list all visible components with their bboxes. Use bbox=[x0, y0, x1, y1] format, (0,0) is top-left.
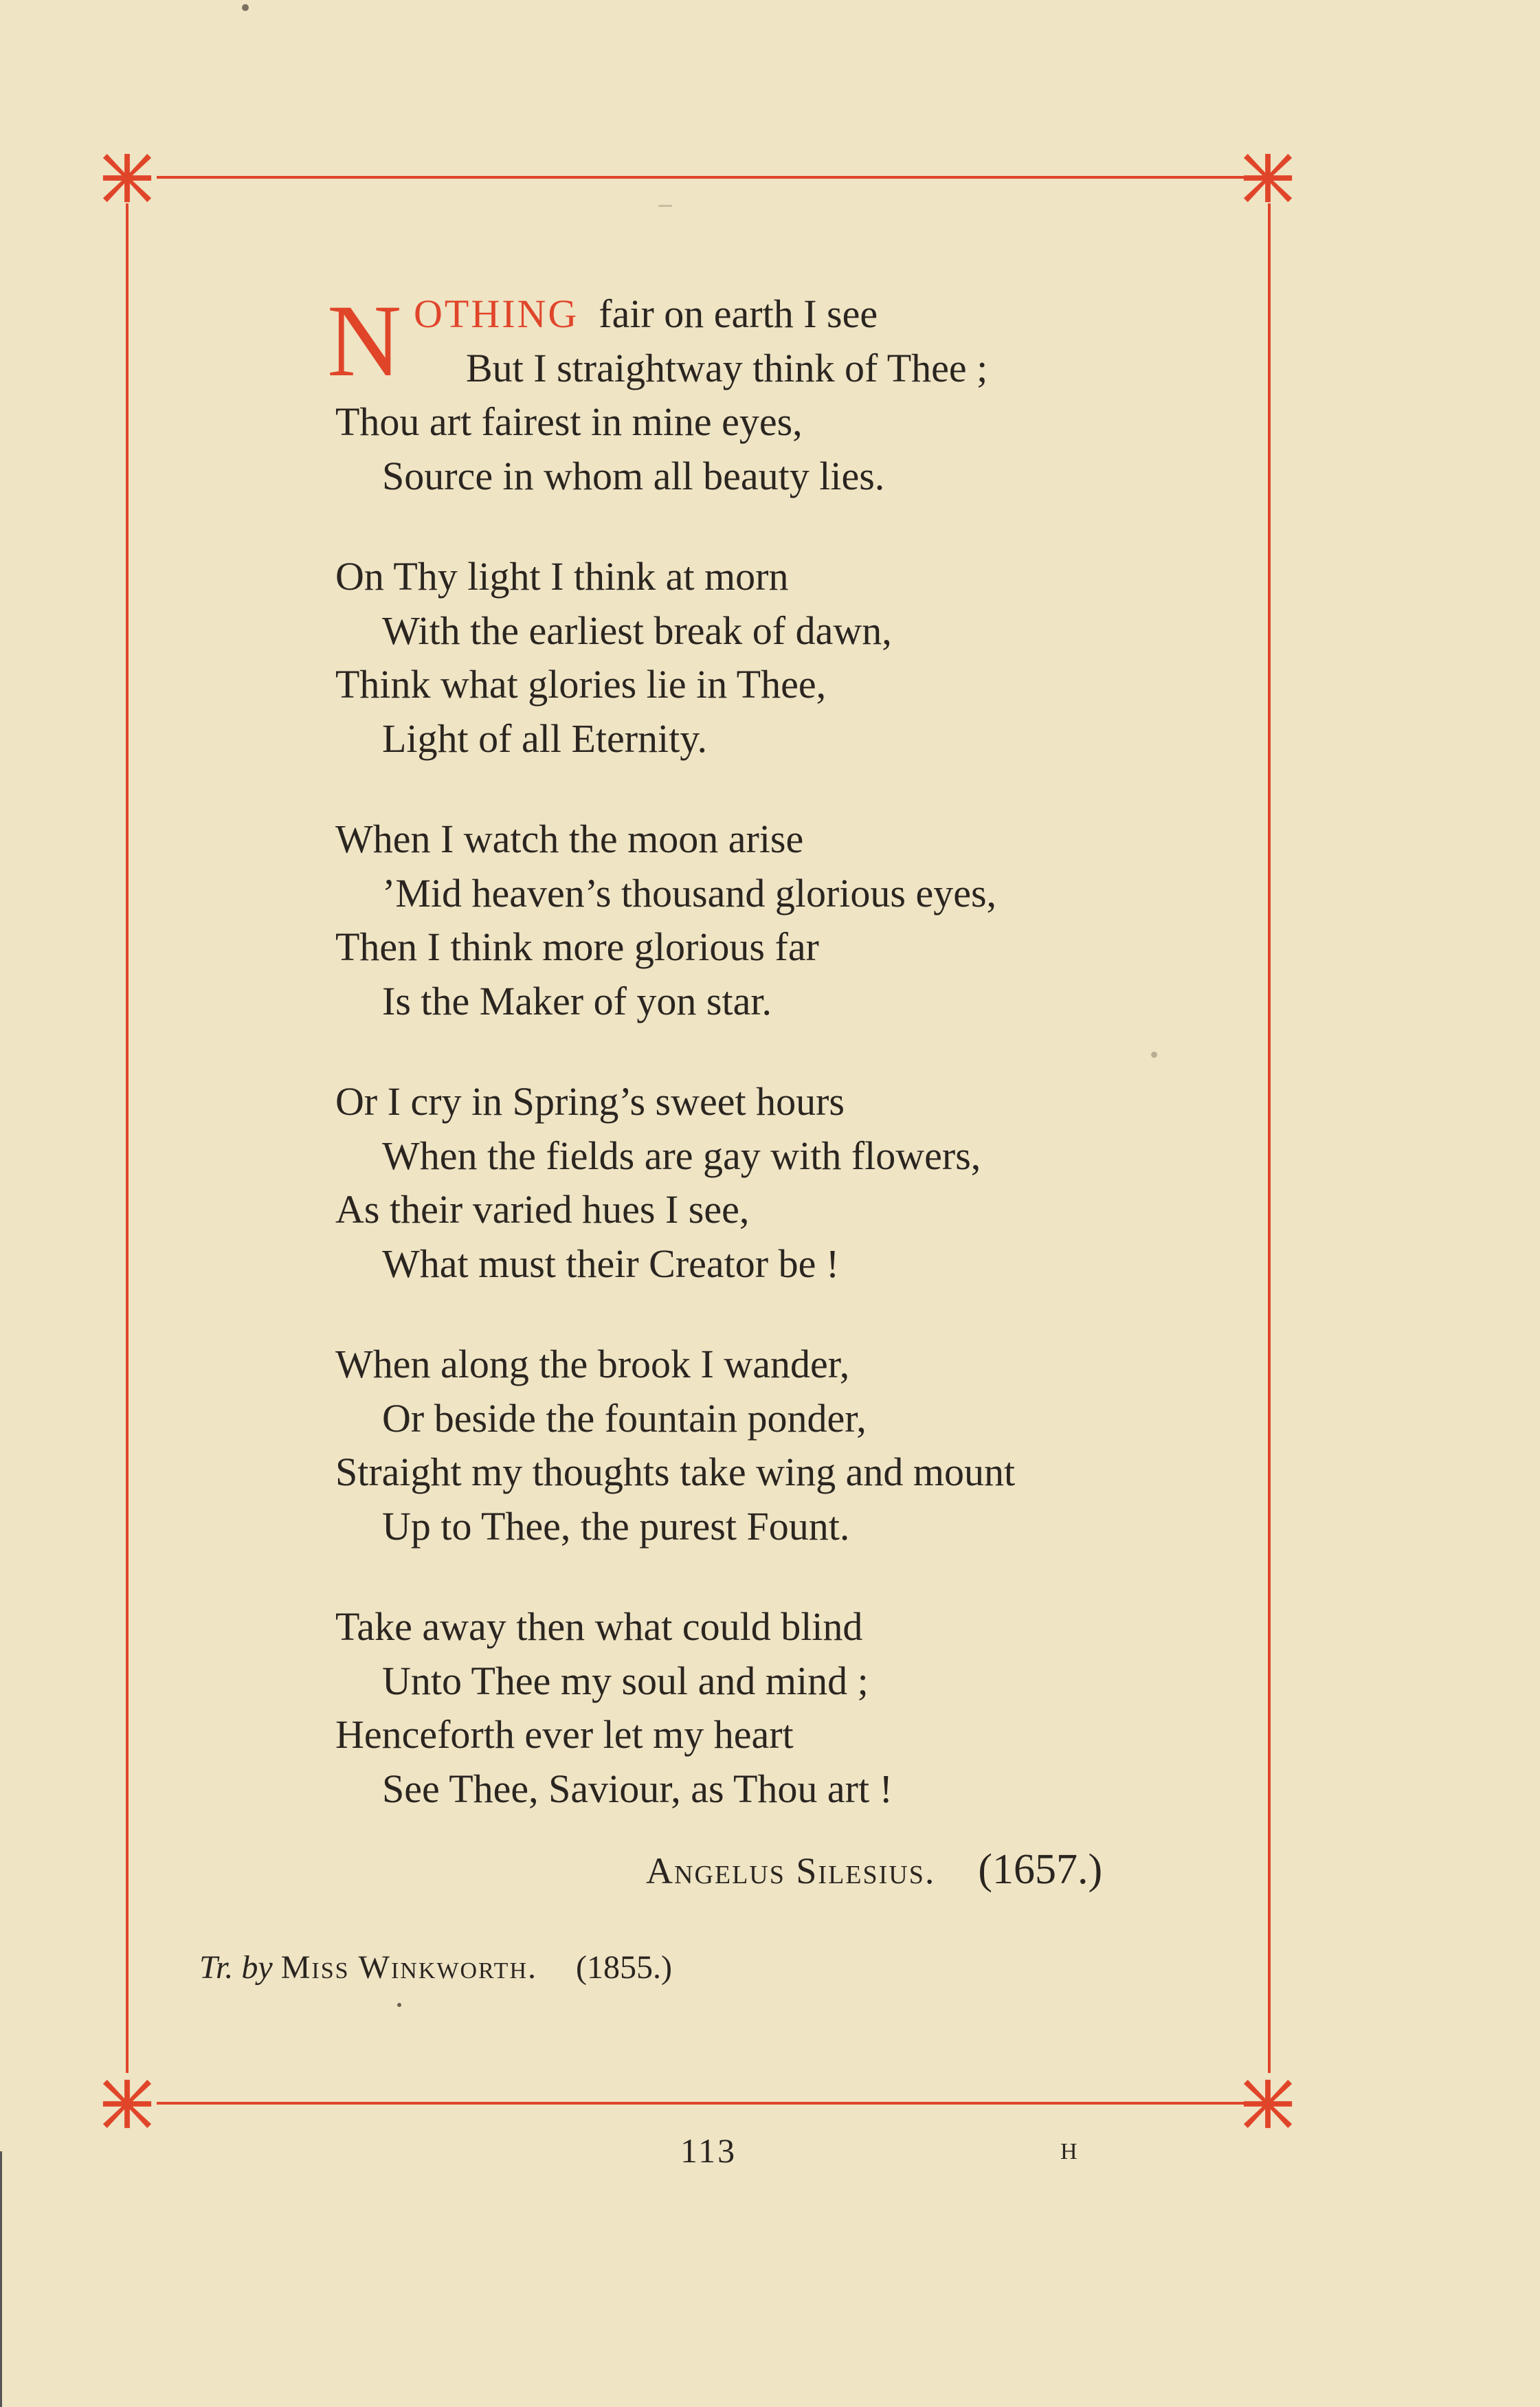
poem-line: When along the brook I wander, bbox=[335, 1342, 850, 1386]
poem-line: Then I think more glorious far bbox=[335, 924, 819, 969]
translator-prefix: Tr. by bbox=[199, 1949, 273, 1986]
paper-speck bbox=[658, 205, 672, 207]
poem bbox=[327, 284, 1270, 1863]
poem-line: See Thee, Saviour, as Thou art ! bbox=[382, 1766, 893, 1811]
poem-line: Up to Thee, the purest Fount. bbox=[382, 1503, 850, 1549]
left-border-rule bbox=[126, 203, 129, 2073]
stanza bbox=[335, 1338, 1270, 1553]
stanza bbox=[327, 284, 1270, 503]
poem-line: On Thy light I think at morn bbox=[335, 554, 789, 599]
maltese-cross-icon bbox=[100, 151, 154, 205]
poem-line: Light of all Eternity. bbox=[382, 716, 708, 761]
poem-line: As their varied hues I see, bbox=[335, 1187, 750, 1232]
signature-mark: H bbox=[1060, 2139, 1078, 2164]
poem-line: What must their Creator be ! bbox=[382, 1241, 840, 1286]
stanza bbox=[335, 550, 1270, 766]
poem-line: ’Mid heaven’s thousand glorious eyes, bbox=[382, 870, 997, 916]
page-number: 113 bbox=[680, 2131, 737, 2170]
poem-line: Source in whom all beauty lies. bbox=[382, 453, 885, 498]
stanza bbox=[335, 812, 1270, 1028]
poem-line-text: fair on earth I see bbox=[599, 291, 878, 336]
poem-line: But I straightway think of Thee ; bbox=[466, 345, 988, 390]
stanza bbox=[335, 1600, 1270, 1816]
poem-line: When I watch the moon arise bbox=[335, 817, 804, 861]
stanza bbox=[335, 1075, 1270, 1291]
poem-attribution bbox=[646, 1845, 1196, 1894]
poem-line: Take away then what could blind bbox=[335, 1604, 863, 1649]
composition-year: (1657.) bbox=[978, 1846, 1103, 1893]
poem-line: Straight my thoughts take wing and mount bbox=[335, 1450, 1016, 1494]
drop-cap: N bbox=[327, 284, 402, 398]
maltese-cross-icon bbox=[1241, 2077, 1295, 2131]
lead-word: OTHING bbox=[414, 291, 579, 336]
author-name: Angelus Silesius. bbox=[646, 1850, 936, 1892]
page-edge-mark bbox=[0, 2151, 2, 2407]
poem-line: Think what glories lie in Thee, bbox=[335, 662, 827, 707]
paper-speck bbox=[1151, 1052, 1157, 1058]
maltese-cross-icon bbox=[1241, 151, 1295, 205]
bottom-border-rule bbox=[157, 2102, 1245, 2105]
poem-line: With the earliest break of dawn, bbox=[382, 608, 892, 653]
translation-year: (1855.) bbox=[576, 1949, 672, 1986]
poem-line: Or beside the fountain ponder, bbox=[382, 1395, 867, 1441]
poem-line: Unto Thee my soul and mind ; bbox=[382, 1658, 869, 1703]
translator-name: Miss Winkworth. bbox=[280, 1949, 538, 1986]
paper-speck bbox=[397, 2003, 401, 2007]
poem-line: Or I cry in Spring’s sweet hours bbox=[335, 1079, 845, 1124]
poem-line: When the fields are gay with flowers, bbox=[382, 1133, 981, 1178]
paper-speck bbox=[242, 4, 249, 11]
poem-line: Henceforth ever let my heart bbox=[335, 1712, 794, 1757]
poem-line: Thou art fairest in mine eyes, bbox=[335, 399, 803, 444]
top-border-rule bbox=[157, 176, 1245, 179]
translator-credit bbox=[199, 1949, 1024, 1986]
poem-line: Is the Maker of yon star. bbox=[382, 978, 772, 1023]
maltese-cross-icon bbox=[100, 2077, 154, 2131]
